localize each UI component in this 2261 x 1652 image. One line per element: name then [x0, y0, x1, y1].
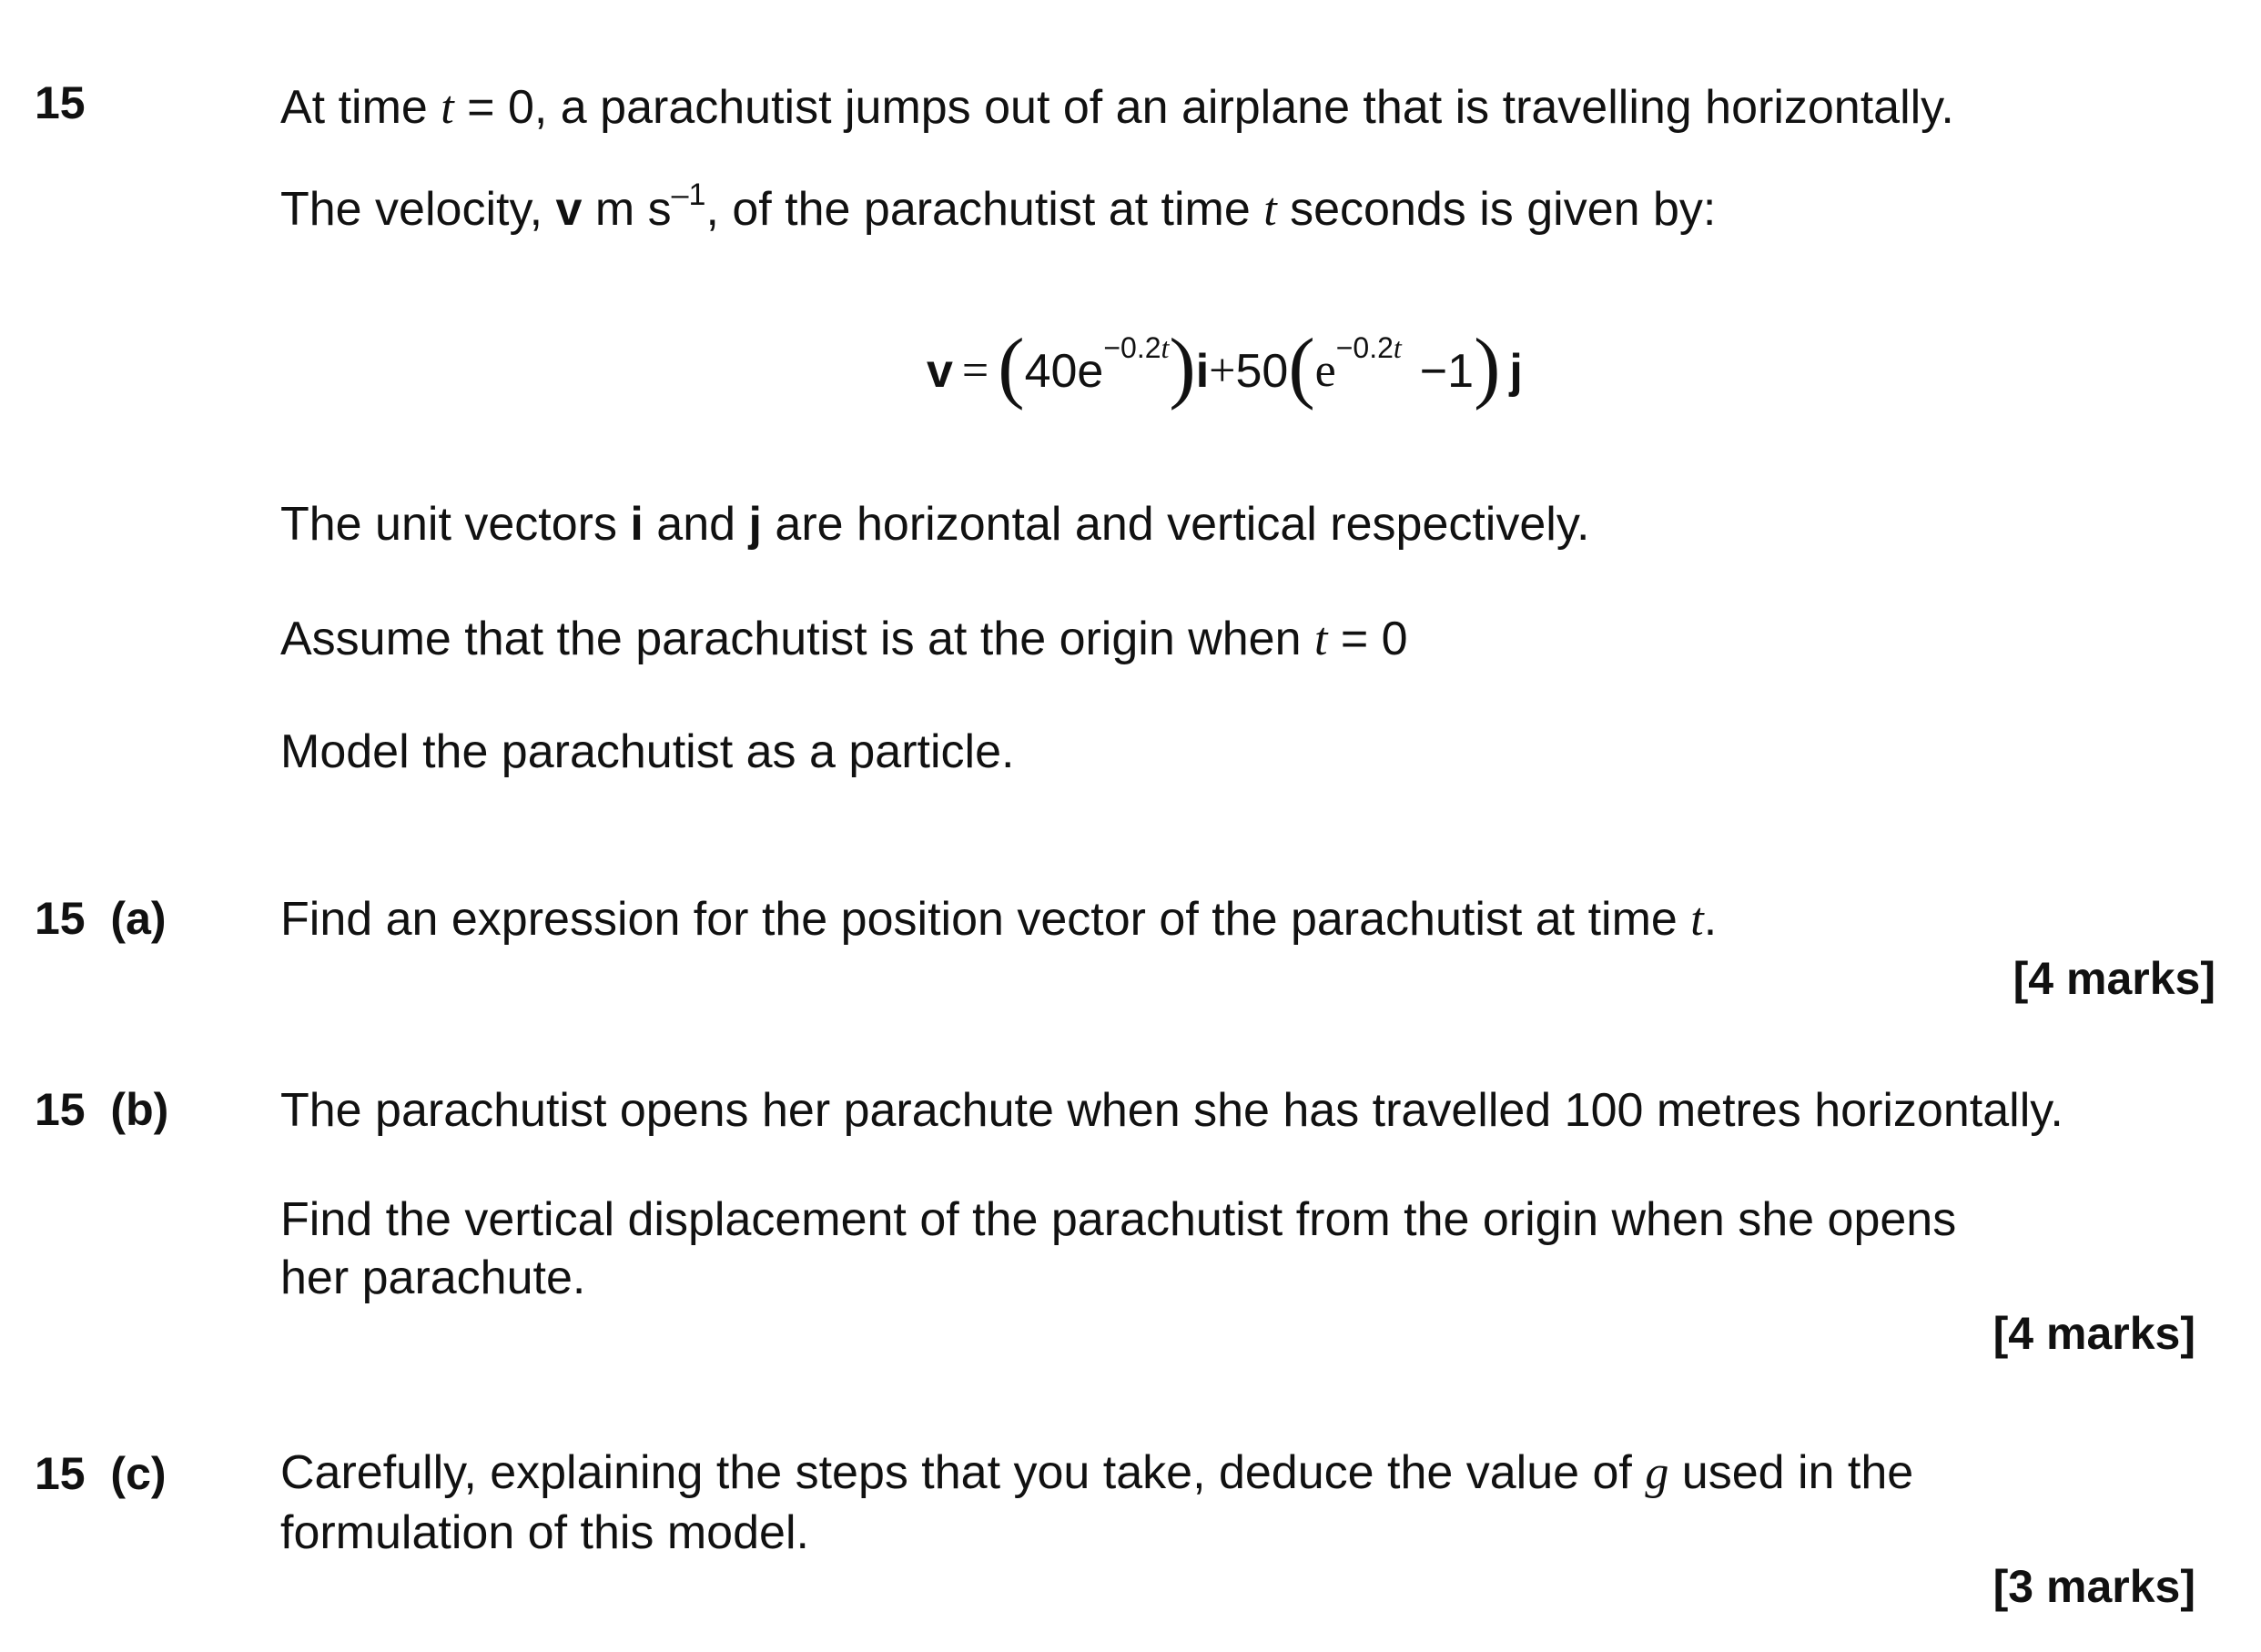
question-number: 15 [35, 77, 86, 128]
formula-close-paren-1: ) [1169, 323, 1196, 411]
part-b-number: 15 [35, 1084, 86, 1135]
formula-exponent-2-var: t [1393, 331, 1402, 364]
formula-close-paren-2: ) [1474, 323, 1501, 411]
gravity-variable: g [1645, 1447, 1669, 1499]
part-a-marks: [4 marks] [2013, 953, 2215, 1004]
intro-line-1-text-b: = 0, a parachutist jumps out of an airplane that is travelling horizontally. [453, 81, 1954, 134]
part-c-number: 15 [35, 1448, 86, 1499]
part-c-line-1 [280, 1444, 1913, 1503]
intro-line-4-text-b: = 0 [1327, 613, 1408, 665]
formula-coefficient-2: 50 [1235, 345, 1289, 398]
formula-exponent-2-value: −0.2 [1335, 331, 1394, 364]
time-variable: t [1690, 894, 1704, 946]
unit-vector-j: j [748, 498, 762, 551]
formula-equals: = [961, 345, 989, 397]
formula-e-2: e [1314, 345, 1336, 397]
part-b-line-3: her parachute. [280, 1252, 586, 1304]
formula-term-1: 40e [1024, 345, 1104, 398]
time-variable: t [441, 82, 454, 134]
formula-exponent-1 [1103, 333, 1169, 362]
velocity-units: m s [582, 183, 672, 236]
intro-line-5: Model the parachutist as a particle. [280, 725, 1015, 778]
part-a-label [35, 893, 167, 944]
formula-exponent-2 [1336, 333, 1402, 362]
formula-minus-one: −1 [1419, 345, 1475, 398]
formula-open-paren-1: ( [998, 323, 1025, 411]
intro-line-2-text-b: , of the parachutist at time [705, 183, 1264, 236]
formula-plus: + [1209, 345, 1236, 397]
time-variable: t [1263, 184, 1277, 236]
part-b-marks: [4 marks] [1992, 1308, 2195, 1359]
part-c-letter: (c) [110, 1448, 167, 1499]
time-variable: t [1313, 613, 1328, 665]
intro-line-2-text-c: seconds is given by: [1276, 183, 1717, 236]
intro-line-3-text-b: and [643, 498, 749, 551]
velocity-formula [927, 323, 1523, 417]
part-b-letter: (b) [110, 1084, 169, 1135]
intro-line-3-text-a: The unit vectors [280, 498, 631, 551]
part-a-text-a: Find an expression for the position vector of the parachutist at time [280, 893, 1691, 946]
intro-line-2 [280, 177, 1717, 244]
part-a-text [280, 890, 1717, 949]
part-c-label [35, 1448, 167, 1499]
part-b-line-2: Find the vertical displacement of the parachutist from the origin when she opens [280, 1193, 1957, 1246]
formula-v: v [927, 345, 953, 398]
formula-exponent-1-value: −0.2 [1103, 331, 1161, 364]
intro-line-1 [280, 78, 1954, 137]
formula-unit-i: i [1195, 345, 1210, 398]
velocity-symbol: v [555, 183, 583, 236]
unit-vector-i: i [630, 498, 644, 551]
intro-line-4 [280, 610, 1408, 669]
formula-exponent-1-var: t [1161, 331, 1170, 364]
part-c-line-2: formulation of this model. [280, 1506, 809, 1559]
intro-line-1-text-a: At time [280, 81, 441, 134]
part-c-text-a: Carefully, explaining the steps that you take, deduce the value of [280, 1446, 1646, 1499]
part-a-text-b: . [1703, 893, 1718, 946]
part-b-line-1: The parachutist opens her parachute when she has travelled 100 metres horizontally. [280, 1084, 2063, 1137]
part-a-letter: (a) [110, 893, 167, 944]
part-c-marks: [3 marks] [1992, 1561, 2195, 1612]
units-exponent: –1 [671, 177, 706, 212]
part-a-number: 15 [35, 893, 86, 944]
part-b-label [35, 1084, 169, 1135]
formula-open-paren-2: ( [1288, 323, 1315, 411]
formula-unit-j: j [1509, 345, 1523, 398]
intro-line-3-text-c: are horizontal and vertical respectively. [761, 498, 1590, 551]
intro-line-3 [280, 495, 1589, 553]
intro-line-4-text-a: Assume that the parachutist is at the origin when [280, 613, 1314, 665]
part-c-text-b: used in the [1668, 1446, 1914, 1499]
intro-line-2-text-a: The velocity, [280, 183, 556, 236]
